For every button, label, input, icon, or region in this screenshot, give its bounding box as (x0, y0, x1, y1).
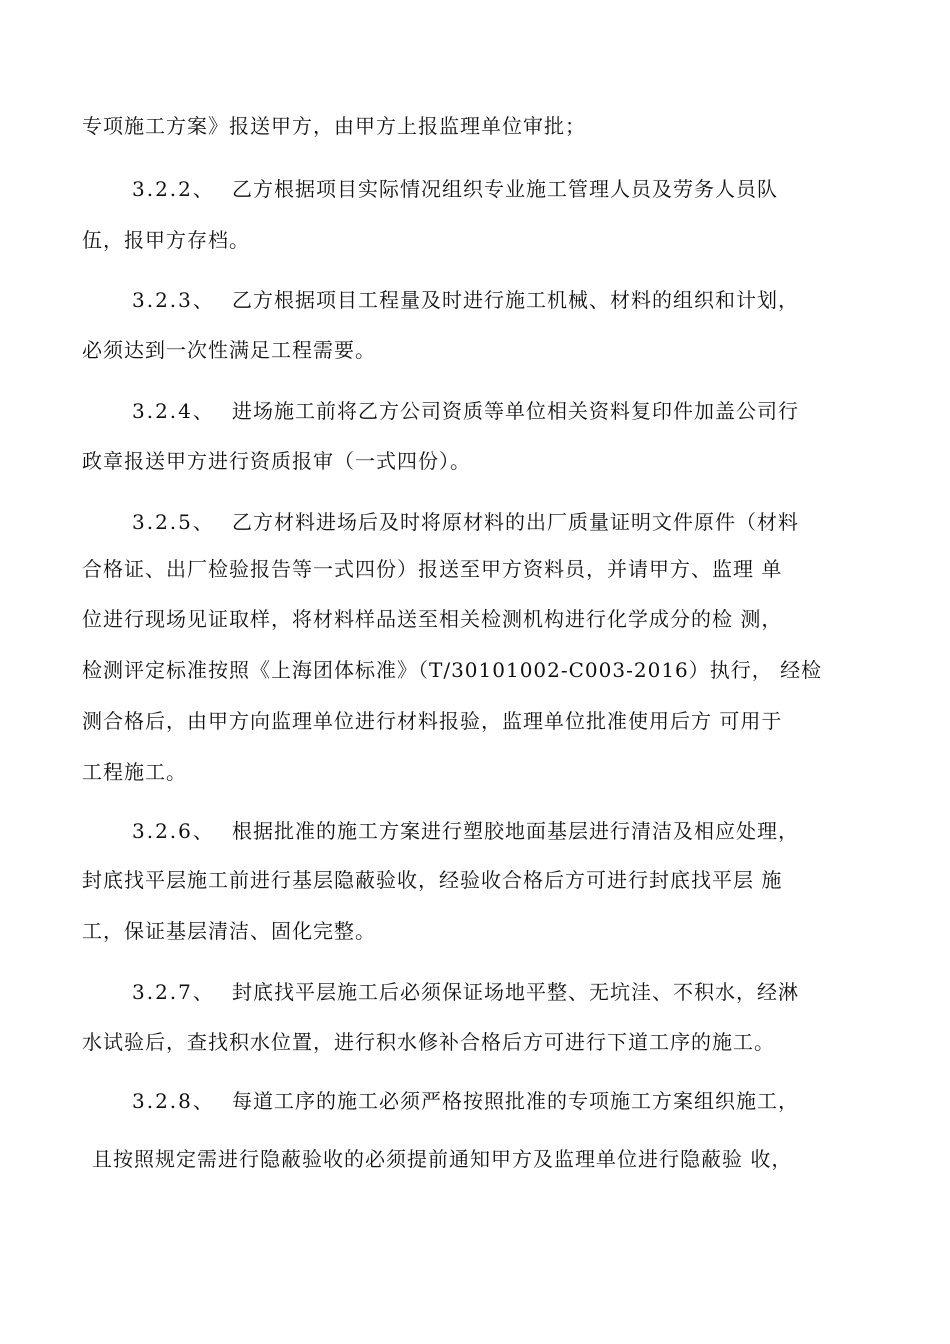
clause-number: 3.2.7、 (132, 980, 215, 1004)
paragraph-first-line (82, 508, 882, 536)
paragraph-line: 测合格后，由甲方向监理单位进行材料报验，监理单位批准使用后方 可用于 (82, 709, 783, 733)
paragraph-text: 封底找平层施工后必须保证场地平整、无坑洼、不积水，经淋 (232, 980, 799, 1004)
clause-number: 3.2.5、 (132, 510, 215, 534)
paragraph-text: 乙方根据项目实际情况组织专业施工管理人员及劳务人员队 (232, 177, 778, 201)
paragraph-first-line (82, 397, 882, 425)
paragraph-line: 专项施工方案》报送甲方，由甲方上报监理单位审批； (82, 114, 586, 138)
clause-number: 3.2.2、 (132, 177, 215, 201)
paragraph-line: 必须达到一次性满足工程需要。 (82, 338, 376, 362)
clause-number: 3.2.6、 (132, 819, 215, 843)
paragraph-first-line (82, 978, 882, 1006)
paragraph-line: 工，保证基层清洁、固化完整。 (82, 919, 376, 943)
paragraph-first-line (82, 1087, 882, 1115)
paragraph-line: 封底找平层施工前进行基层隐蔽验收，经验收合格后方可进行封底找平层 施 (82, 868, 783, 892)
paragraph-line: 政章报送甲方进行资质报审（一式四份）。 (82, 449, 471, 473)
paragraph-first-line (82, 175, 882, 203)
paragraph-text: 进场施工前将乙方公司资质等单位相关资料复印件加盖公司行 (232, 399, 799, 423)
paragraph-first-line (82, 817, 882, 845)
clause-number: 3.2.8、 (132, 1089, 215, 1113)
paragraph-line: 水试验后，查找积水位置，进行积水修补合格后方可进行下道工序的施工。 (82, 1030, 775, 1054)
clause-number: 3.2.3、 (132, 288, 215, 312)
paragraph-line: 位进行现场见证取样，将材料样品送至相关检测机构进行化学成分的检 测， (82, 607, 783, 631)
paragraph-first-line (82, 286, 882, 314)
paragraph-line: 工程施工。 (82, 760, 187, 784)
paragraph-line: 检测评定标准按照《上海团体标准》（T/30101002-C003-2016）执行， 经检 (82, 658, 823, 682)
paragraph-line: 且按照规定需进行隐蔽验收的必须提前通知甲方及监理单位进行隐蔽验 收， (92, 1147, 793, 1171)
paragraph-text: 乙方材料进场后及时将原材料的出厂质量证明文件原件（材料 (232, 510, 799, 534)
clause-number: 3.2.4、 (132, 399, 215, 423)
paragraph-text: 乙方根据项目工程量及时进行施工机械、材料的组织和计划， (232, 288, 799, 312)
paragraph-line: 伍，报甲方存档。 (82, 228, 250, 252)
paragraph-line: 合格证、出厂检验报告等一式四份）报送至甲方资料员，并请甲方、监理 单 (82, 557, 783, 581)
paragraph-text: 根据批准的施工方案进行塑胶地面基层进行清洁及相应处理， (232, 819, 799, 843)
paragraph-text: 每道工序的施工必须严格按照批准的专项施工方案组织施工， (232, 1089, 799, 1113)
